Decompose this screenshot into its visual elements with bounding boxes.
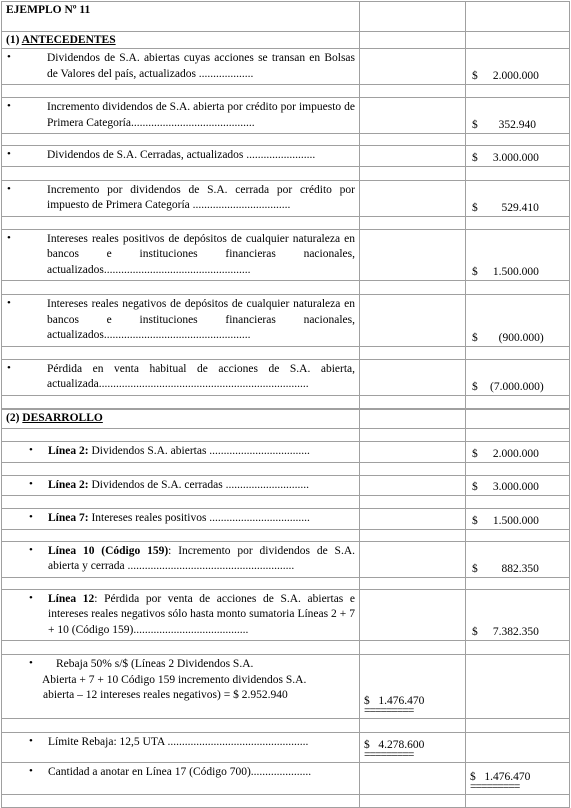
bullet-icon: • [29, 735, 33, 747]
antecedente-item: • Intereses reales negativos de depósitos de cualquier naturaleza en bancos e instituciones financieras nacionales, actualizados................................................... [2, 295, 360, 347]
bullet-icon: • [29, 444, 33, 456]
bullet-icon: • [29, 543, 33, 556]
amount-cell: $ (900.000) [466, 295, 570, 347]
desarrollo-item: • Línea 12: Pérdida por venta de acciones de S.A. abiertas e intereses reales negativos sólo hasta monto sumatoria Líneas 2 + 7 + 10 (Código 159)........................................ [2, 589, 360, 641]
antecedente-item: • Dividendos de S.A. abiertas cuyas acciones se transan en Bolsas de Valores del país, actualizados ................... [2, 49, 360, 85]
amount-cell: $ 1.500.000 [466, 229, 570, 281]
desarrollo-heading: (2) DESARROLLO [2, 410, 360, 429]
limite-amount: $ 4.278.600 ========= [360, 733, 466, 763]
bullet-icon: • [29, 591, 33, 604]
desarrollo-item: • Línea 10 (Código 159): Incremento por dividendos de S.A. abierta y cerrada .......................................................... [2, 541, 360, 577]
antecedentes-table [1, 1, 570, 409]
rebaja-item: • Rebaja 50% s/$ (Líneas 2 Dividendos S.A. Abierta + 7 + 10 Código 159 incremento dividendos S.A. abierta – 12 intereses reales negativos) = $ 2.952.940 [2, 655, 360, 719]
example-title: EJEMPLO Nº 11 [2, 2, 360, 32]
desarrollo-item: • Línea 2: Dividendos S.A. abiertas ................................... [2, 442, 360, 463]
amount-cell: $ 352.940 [466, 98, 570, 134]
antecedente-item: • Incremento dividendos de S.A. abierta por crédito por impuesto de Primera Categoría........................................... [2, 98, 360, 134]
antecedente-item: • Dividendos de S.A. Cerradas, actualizados ........................ [2, 146, 360, 167]
amount-cell: $ 2.000.000 [466, 49, 570, 85]
bullet-icon: • [29, 511, 33, 523]
desarrollo-item: • Línea 2: Dividendos de S.A. cerradas ............................. [2, 475, 360, 496]
bullet-icon: • [29, 657, 33, 669]
bullet-icon: • [7, 182, 11, 195]
bullet-icon: • [7, 231, 11, 244]
antecedente-item: • Intereses reales positivos de depósitos de cualquier naturaleza en bancos e instituciones financieras nacionales, actualizados................................................... [2, 229, 360, 281]
bullet-icon: • [7, 100, 11, 112]
bullet-icon: • [29, 765, 33, 777]
rebaja-amount: $ 1.476.470 ========= [360, 655, 466, 719]
bullet-icon: • [7, 51, 11, 63]
amount-cell: $ 529.410 [466, 180, 570, 216]
desarrollo-item: • Línea 7: Intereses reales positivos ................................... [2, 509, 360, 530]
amount-cell: $ 7.382.350 [466, 589, 570, 641]
antecedente-item: • Incremento por dividendos de S.A. cerrada por crédito por impuesto de Primera Categoría .................................. [2, 180, 360, 216]
cantidad-item: • Cantidad a anotar en Línea 17 (Código 700)..................... [2, 763, 360, 795]
bullet-icon: • [29, 477, 33, 490]
amount-cell: $ 882.350 [466, 541, 570, 577]
amount-cell: $ (7.000.000) [466, 359, 570, 395]
amount-cell: $ 1.500.000 [466, 509, 570, 530]
antecedente-item: • Pérdida en venta habitual de acciones de S.A. abierta, actualizada......................................................................... [2, 359, 360, 395]
bullet-icon: • [7, 297, 11, 309]
bullet-icon: • [7, 148, 11, 160]
amount-cell: $ 3.000.000 [466, 475, 570, 496]
limite-item: • Límite Rebaja: 12,5 UTA ................................................. [2, 733, 360, 763]
amount-cell: $ 3.000.000 [466, 146, 570, 167]
desarrollo-table [1, 409, 570, 808]
amount-cell: $ 2.000.000 [466, 442, 570, 463]
bullet-icon: • [7, 361, 11, 374]
cantidad-amount: $ 1.476.470 ========= [466, 763, 570, 795]
antecedentes-heading: (1) ANTECEDENTES [2, 32, 360, 49]
